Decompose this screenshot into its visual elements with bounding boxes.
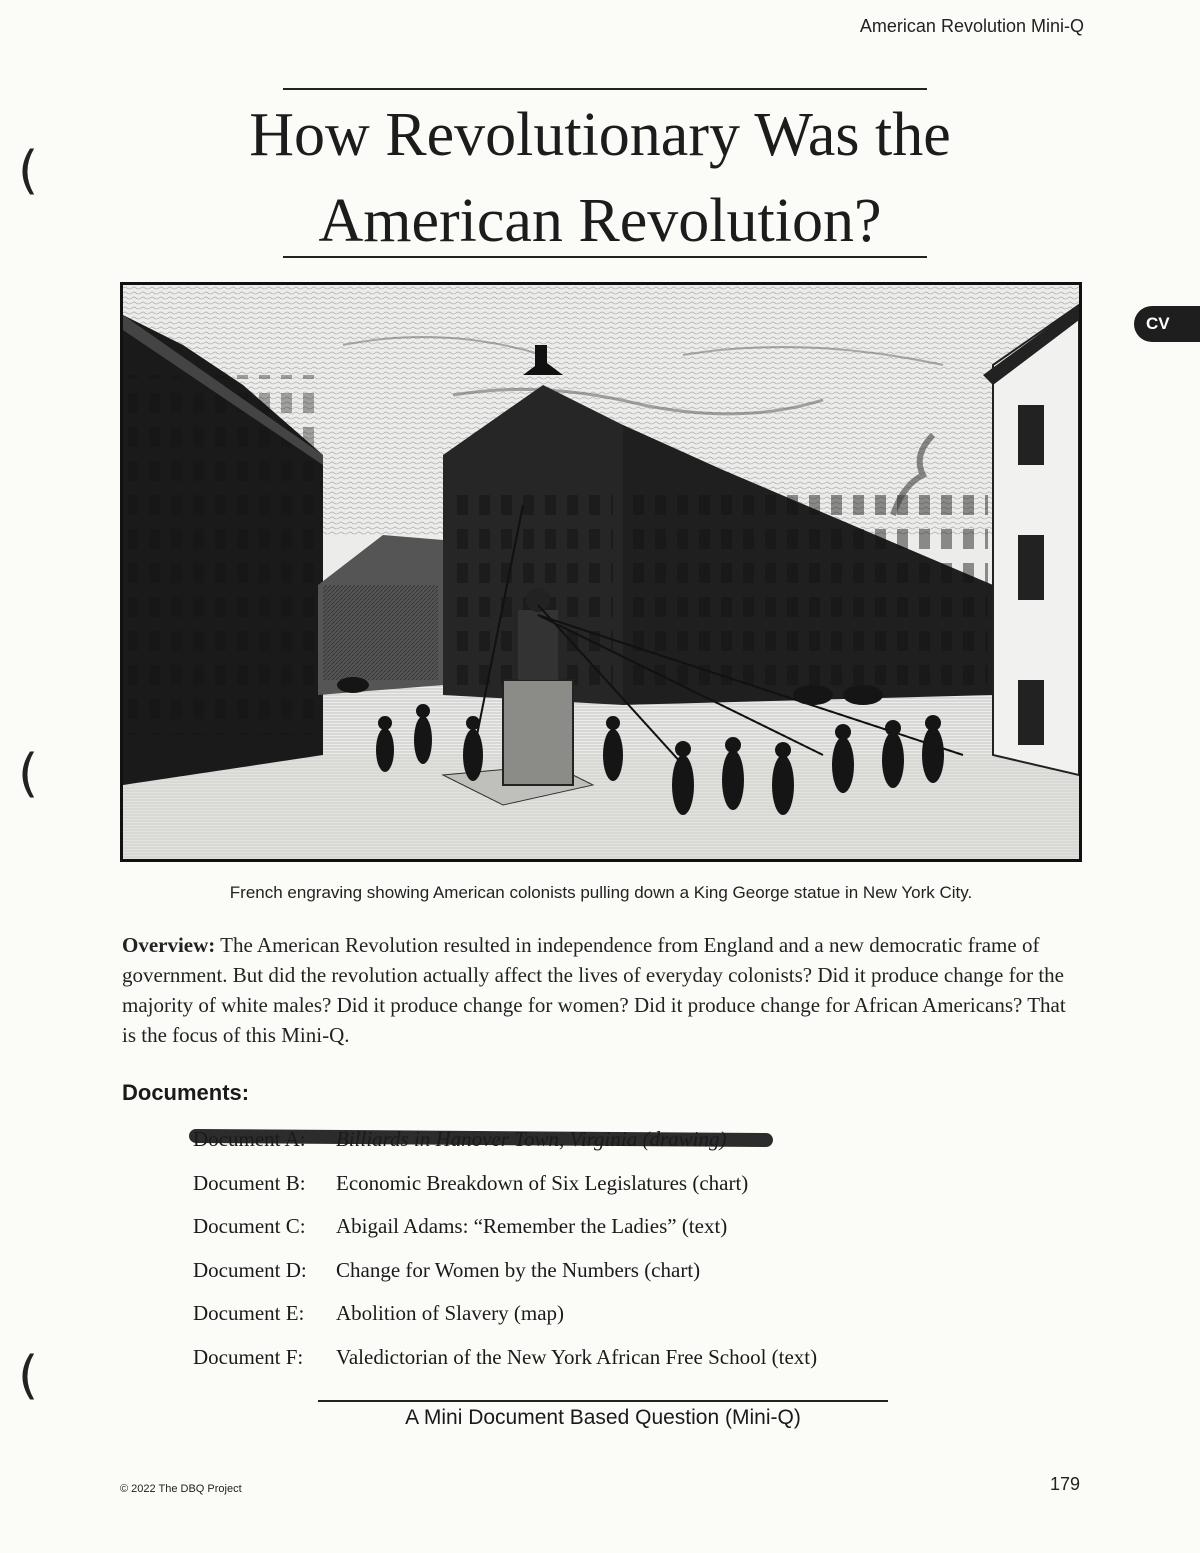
binder-hole-mark-icon: (	[18, 1346, 39, 1406]
document-list	[193, 1122, 953, 1383]
document-title: Abolition of Slavery (map)	[336, 1301, 565, 1325]
document-id: Document C:	[193, 1214, 306, 1238]
overview-text: The American Revolution resulted in independence from England and a new democratic frame of government. But did the revolution actually affect the lives of everyday colonists? Did it produce change for the majority of white males? Did it produce change for women? Did it produce change for African Americans? That is the focus of this Mini-Q.	[122, 933, 1066, 1047]
overview-label: Overview:	[122, 933, 216, 957]
document-id: Document E:	[193, 1301, 305, 1325]
mini-q-subtitle: A Mini Document Based Question (Mini-Q)	[405, 1406, 801, 1429]
document-item-e	[193, 1296, 953, 1340]
binder-hole-mark-icon: (	[18, 744, 39, 804]
figure-caption: French engraving showing American colonists pulling down a King George statue in New York City.	[229, 883, 973, 902]
engraving-image	[120, 282, 1082, 862]
document-item-d	[193, 1253, 953, 1297]
footer-rule	[318, 1400, 888, 1402]
section-label: American Revolution Mini-Q	[859, 16, 1084, 36]
document-id: Document F:	[193, 1344, 304, 1369]
document-title: Change for Women by the Numbers (chart)	[336, 1257, 701, 1282]
page-title-line-2: American Revolution?	[318, 187, 882, 255]
copyright-notice: © 2022 The DBQ Project	[120, 1483, 242, 1495]
document-title: Valedictorian of the New York African Free School (text)	[336, 1344, 818, 1369]
overview-paragraph	[122, 930, 1072, 1050]
document-title: Abigail Adams: “Remember the Ladies” (text)	[336, 1214, 728, 1238]
document-item-b	[193, 1166, 953, 1210]
page-title-line-1: How Revolutionary Was the	[249, 101, 951, 169]
title-rule-top	[283, 88, 927, 90]
document-id: Document B:	[193, 1170, 306, 1195]
statue-toppling-engraving-illustration	[123, 285, 1079, 859]
section-tab-badge: CV	[1134, 306, 1200, 342]
binder-hole-mark-icon: (	[18, 141, 39, 201]
document-item-a	[193, 1122, 953, 1166]
documents-heading: Documents:	[122, 1080, 250, 1105]
page-number: 179	[1049, 1474, 1080, 1494]
document-item-f	[193, 1340, 953, 1384]
title-rule-bottom	[283, 256, 927, 258]
document-title: Economic Breakdown of Six Legislatures (chart)	[336, 1170, 749, 1195]
document-id: Document D:	[193, 1257, 307, 1282]
document-item-c	[193, 1209, 953, 1253]
